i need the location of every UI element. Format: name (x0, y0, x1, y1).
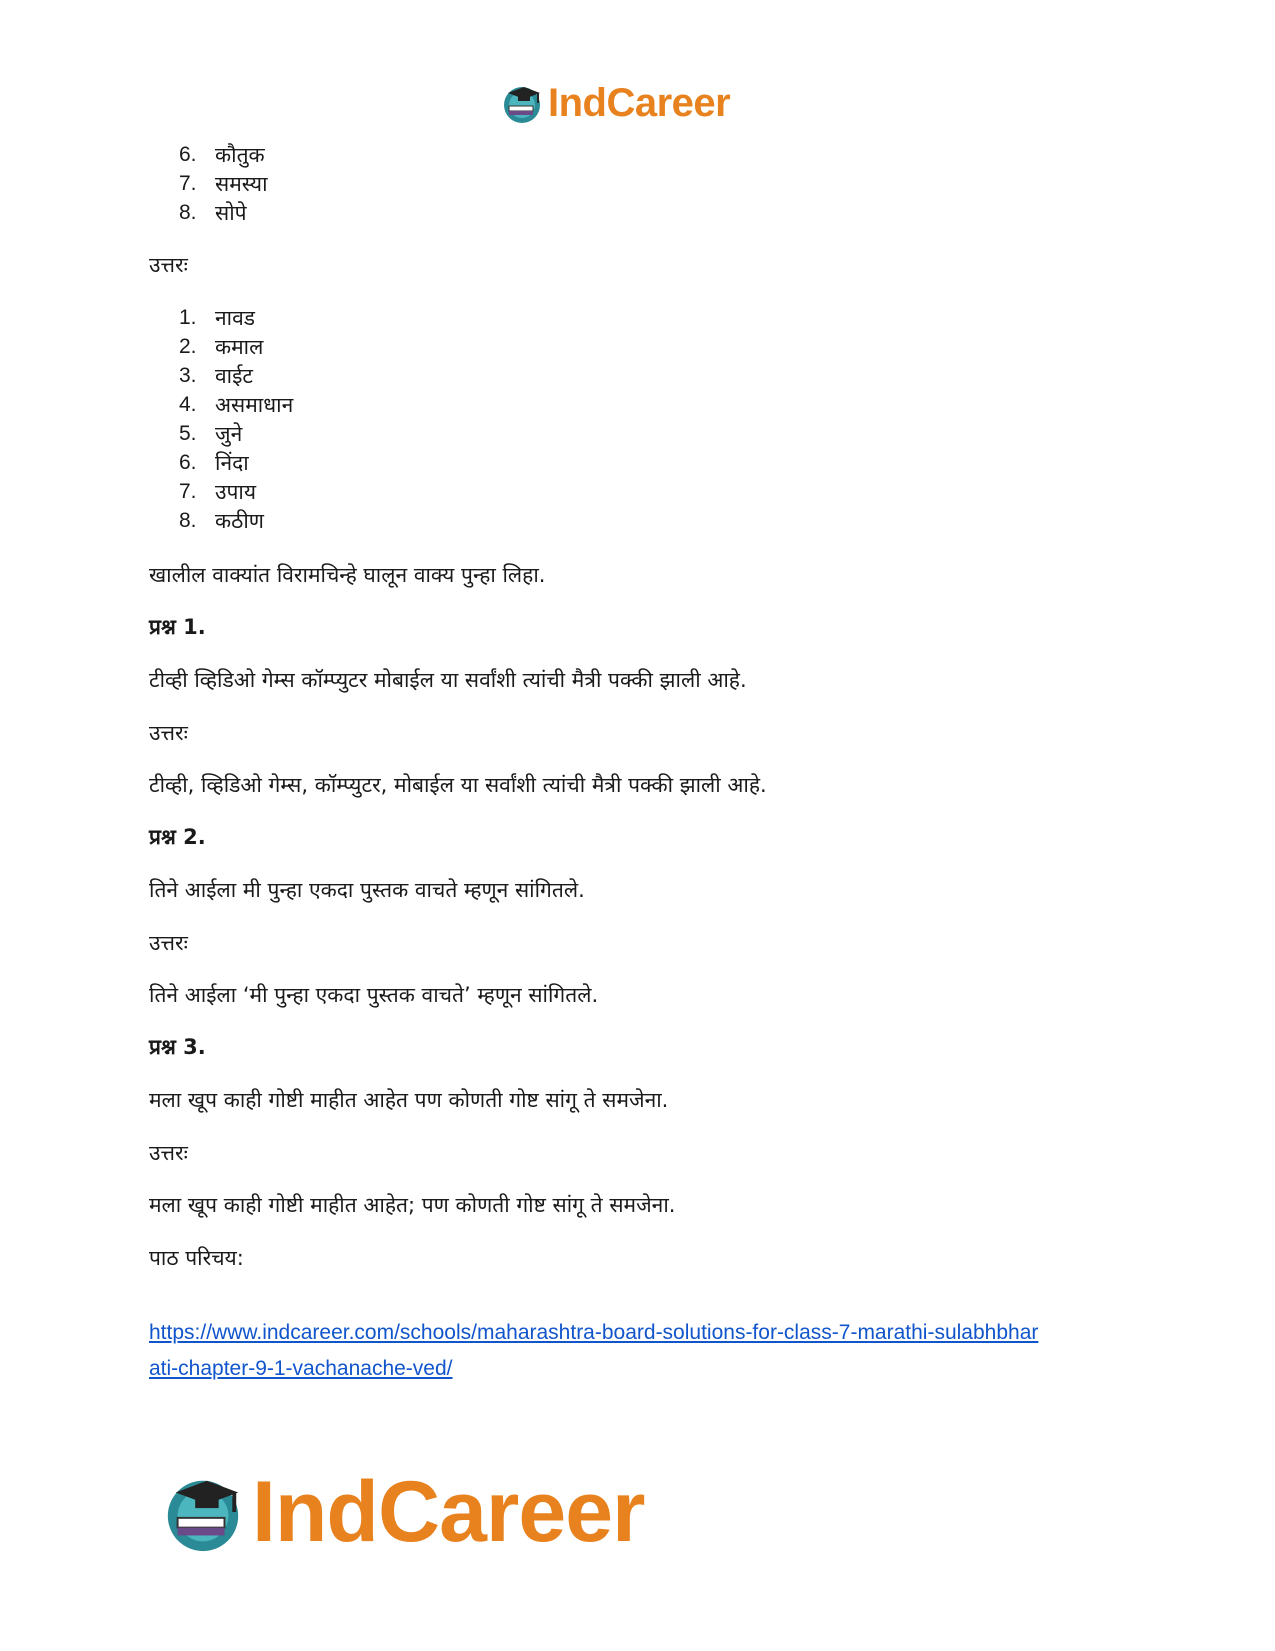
question-text: तिने आईला मी पुन्हा एकदा पुस्तक वाचते म्हणून सांगितले. (149, 878, 585, 902)
question-label: प्रश्न 2. (149, 825, 206, 849)
list-item: कौतुक (215, 143, 265, 167)
answer-label: उत्तरः (149, 931, 188, 955)
question-label: प्रश्न 1. (149, 615, 206, 639)
answer-label: उत्तरः (149, 721, 188, 745)
list-number: 3. (179, 364, 197, 387)
list-item: समस्या (215, 172, 268, 196)
list-number: 8. (179, 201, 197, 224)
list-number: 1. (179, 306, 197, 329)
source-link-line-1[interactable]: https://www.indcareer.com/schools/maharashtra-board-solutions-for-class-7-marathi-sulabhbhar (149, 1321, 1039, 1344)
list-number: 5. (179, 422, 197, 445)
footer-logo-text: IndCareer (252, 1464, 645, 1560)
list-number: 6. (179, 143, 197, 166)
list-number: 2. (179, 335, 197, 358)
list-number: 8. (179, 509, 197, 532)
header-logo (500, 78, 730, 128)
answer-text: मला खूप काही गोष्टी माहीत आहेत; पण कोणती गोष्ट सांगू ते समजेना. (149, 1193, 676, 1217)
question-label: प्रश्न 3. (149, 1035, 206, 1059)
list-number: 7. (179, 480, 197, 503)
footer-logo (160, 1462, 645, 1562)
graduation-book-icon (500, 81, 544, 125)
header-logo-text: IndCareer (548, 81, 731, 125)
answer-label: उत्तरः (149, 253, 188, 277)
list-number: 7. (179, 172, 197, 195)
list-item: निंदा (215, 451, 249, 475)
list-item: जुने (215, 422, 243, 446)
list-number: 4. (179, 393, 197, 416)
answer-label: उत्तरः (149, 1141, 188, 1165)
list-item: वाईट (215, 364, 254, 388)
list-number: 6. (179, 451, 197, 474)
question-text: टीव्ही व्हिडिओ गेम्स कॉम्प्युटर मोबाईल या सर्वांशी त्यांची मैत्री पक्की झाली आहे. (149, 668, 747, 692)
list-item: उपाय (215, 480, 257, 504)
list-item: सोपे (215, 201, 247, 225)
list-item: कठीण (215, 509, 264, 533)
lesson-intro-heading: पाठ परिचय: (149, 1246, 244, 1270)
list-item: असमाधान (215, 393, 294, 417)
answer-text: टीव्ही, व्हिडिओ गेम्स, कॉम्प्युटर, मोबाईल या सर्वांशी त्यांची मैत्री पक्की झाली आहे. (149, 773, 767, 797)
graduation-book-icon (160, 1469, 246, 1555)
list-item: कमाल (215, 335, 264, 359)
source-link-line-2[interactable]: ati-chapter-9-1-vachanache-ved/ (149, 1357, 453, 1380)
instruction-text: खालील वाक्यांत विरामचिन्हे घालून वाक्य पुन्हा लिहा. (149, 563, 546, 587)
list-item: नावड (215, 306, 256, 330)
question-text: मला खूप काही गोष्टी माहीत आहेत पण कोणती गोष्ट सांगू ते समजेना. (149, 1088, 669, 1112)
answer-text: तिने आईला ‘मी पुन्हा एकदा पुस्तक वाचते’ म्हणून सांगितले. (149, 983, 599, 1007)
